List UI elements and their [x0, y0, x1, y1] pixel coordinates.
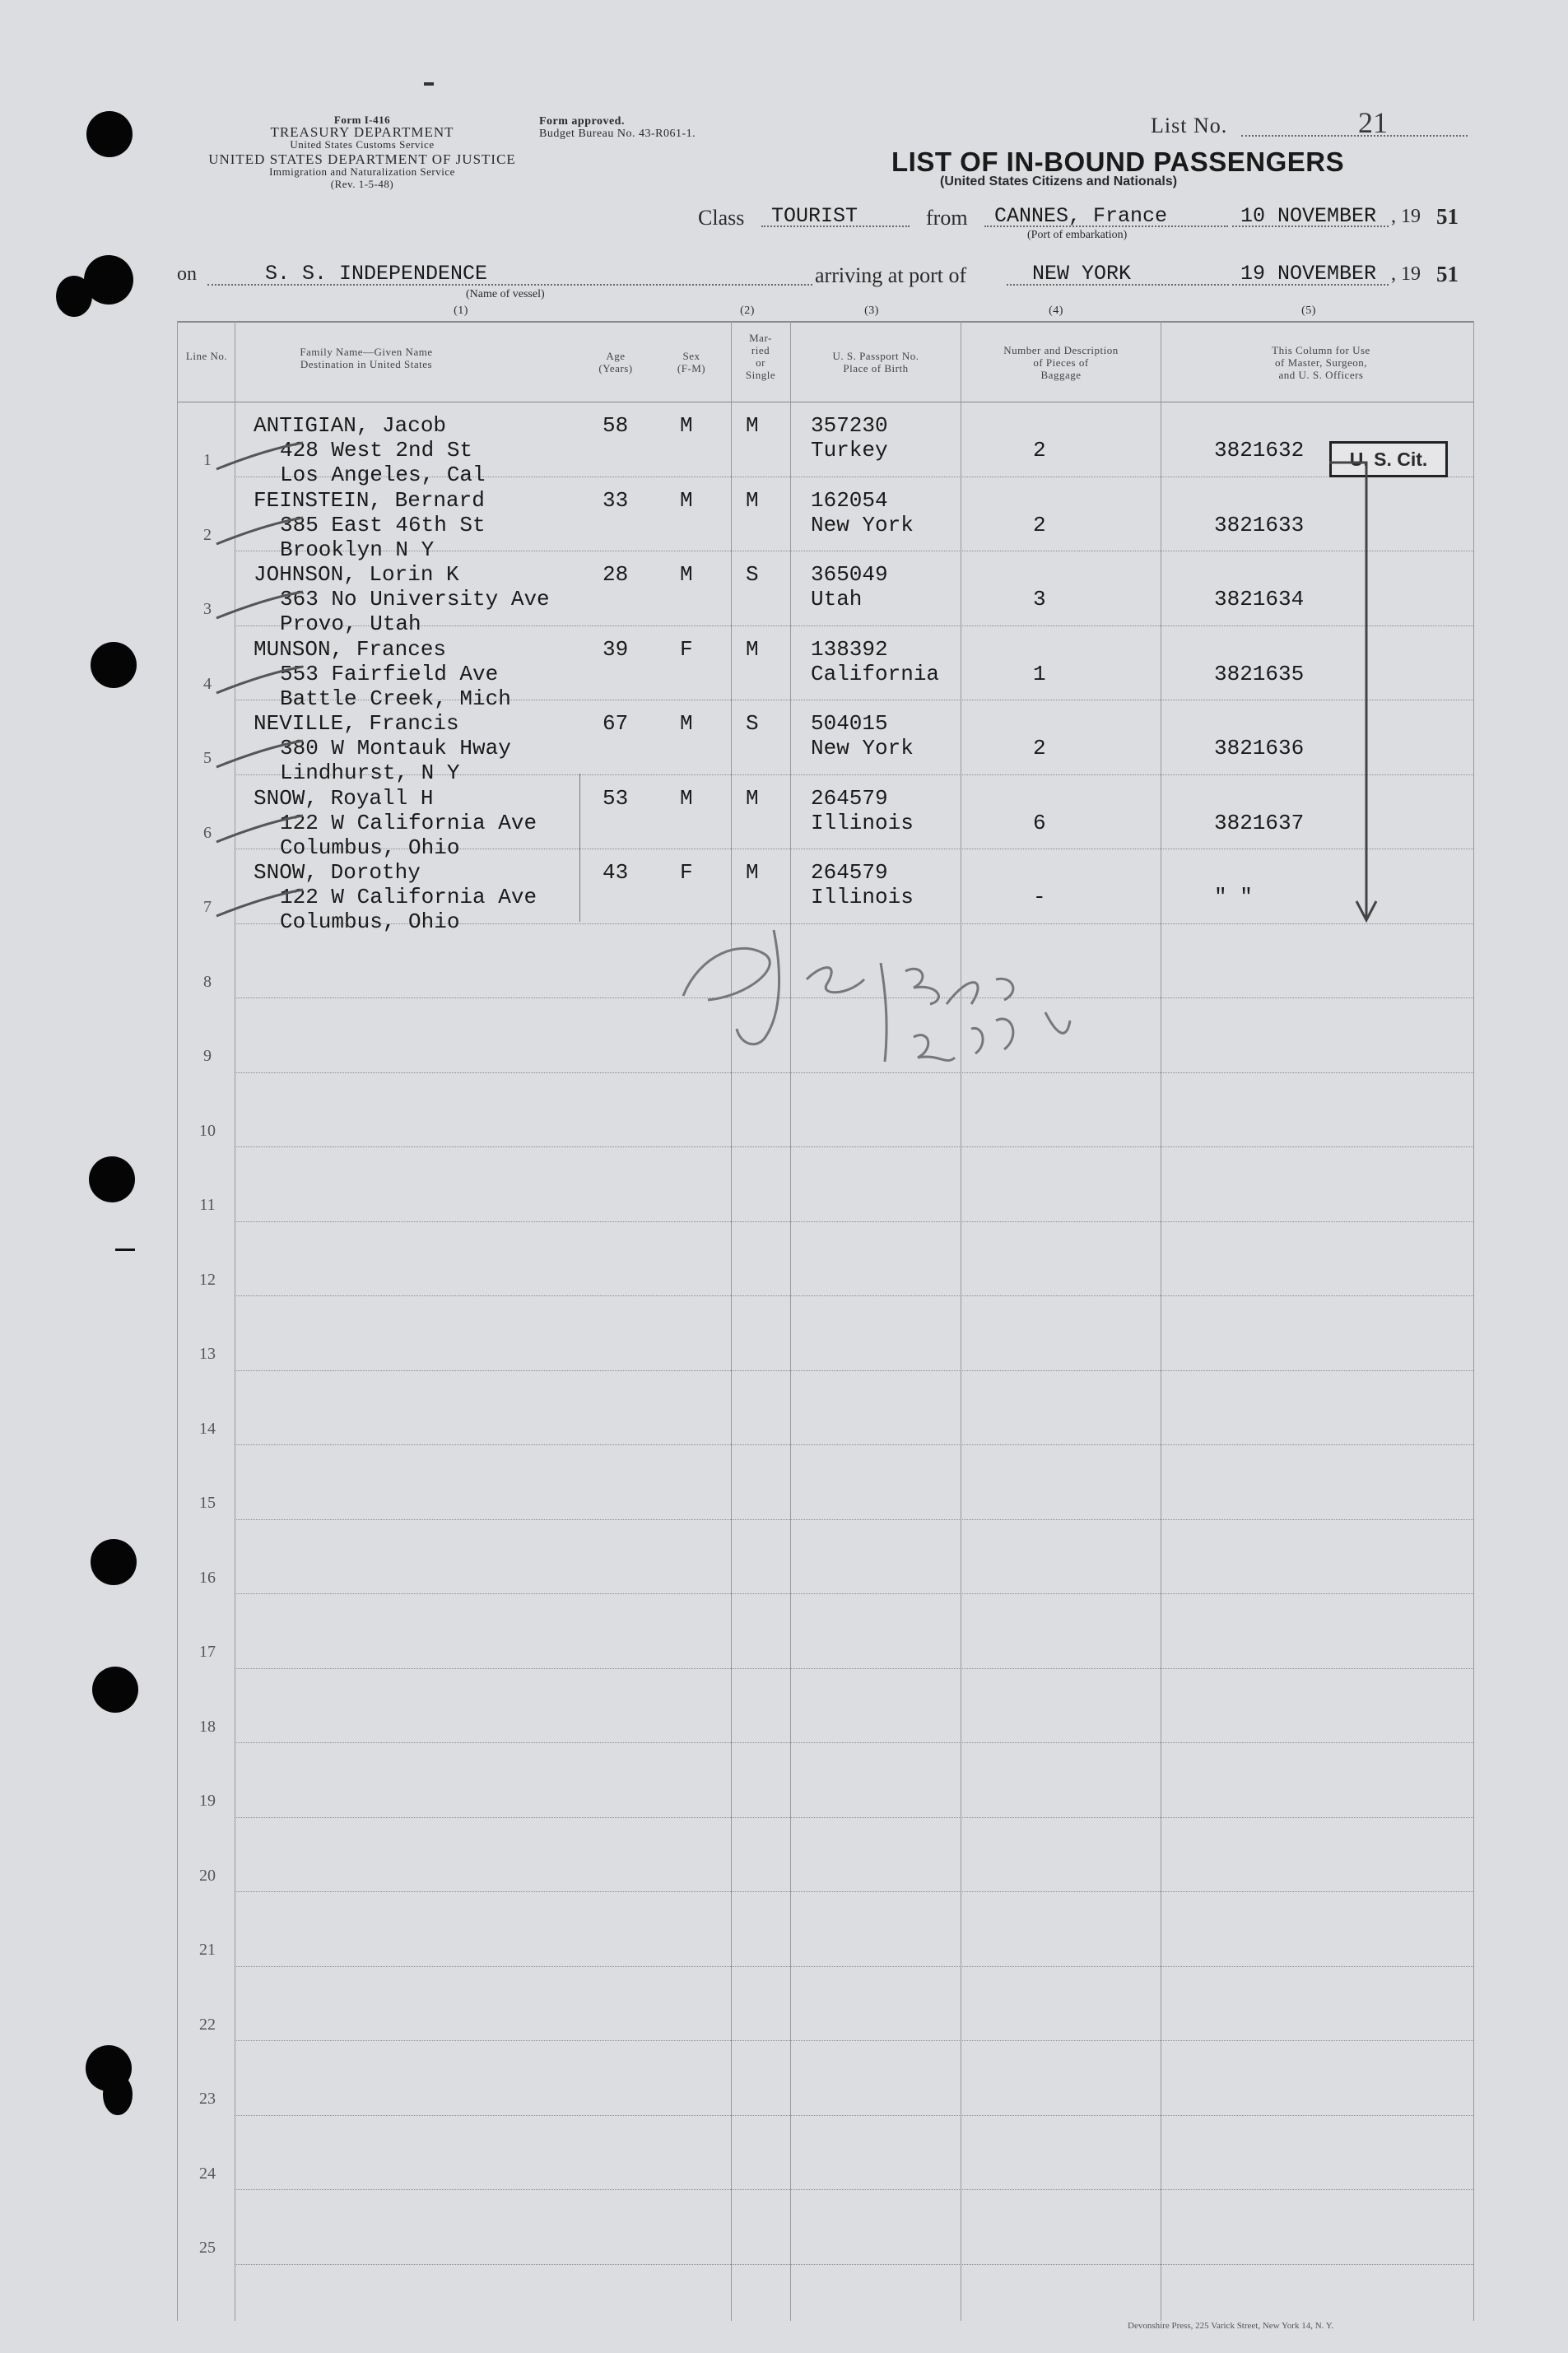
line-number: 23 [199, 2090, 216, 2108]
passenger-name: SNOW, Royall H [254, 785, 434, 811]
col-header-age: Age (Years) [598, 350, 633, 374]
row-divider [235, 1742, 1473, 1743]
passenger-name: FEINSTEIN, Bernard [254, 487, 485, 513]
year-value: 51 [1436, 204, 1459, 229]
arrival-year-prefix: , 19 [1391, 263, 1421, 285]
passenger-married: S [746, 711, 759, 736]
passenger-officer: 3821634 [1214, 587, 1305, 612]
passenger-sex: M [680, 711, 693, 736]
passenger-birth: Illinois [811, 810, 914, 835]
passenger-addr2: Battle Creek, Mich [280, 686, 511, 711]
passenger-name: ANTIGIAN, Jacob [254, 413, 447, 438]
passenger-addr1: 363 No University Ave [280, 587, 550, 612]
line-number: 4 [203, 674, 212, 693]
col-header-line: Line No. [185, 350, 228, 362]
row-divider [235, 1146, 1473, 1147]
passenger-birth: California [811, 661, 940, 686]
col-header-passport: U. S. Passport No. Place of Birth [832, 350, 919, 374]
passenger-passport: 365049 [811, 562, 888, 587]
passenger-addr2: Lindhurst, N Y [280, 760, 460, 785]
passenger-married: S [746, 562, 759, 587]
column-number: (1) [454, 305, 468, 317]
line-number: 11 [199, 1196, 216, 1214]
passenger-baggage: 2 [1033, 736, 1046, 760]
line-number: 21 [199, 1941, 216, 1959]
row-divider [235, 2115, 1473, 2116]
immigration-label: Immigration and Naturalization Service [269, 165, 455, 178]
line-number: 14 [199, 1419, 216, 1438]
row-divider [235, 1966, 1473, 1967]
line-number: 12 [199, 1270, 216, 1289]
row-divider [235, 1891, 1473, 1892]
passenger-officer: 3821633 [1214, 512, 1305, 537]
check-mark [212, 660, 311, 701]
passenger-passport: 357230 [811, 413, 888, 438]
passenger-passport: 138392 [811, 636, 888, 662]
column-divider [579, 774, 580, 922]
line-number: 16 [199, 1568, 216, 1587]
line-number: 25 [199, 2239, 216, 2257]
row-divider [235, 1444, 1473, 1445]
class-value: TOURIST [771, 204, 858, 228]
row-divider [235, 1668, 1473, 1669]
line-number: 9 [203, 1047, 212, 1065]
passenger-age: 53 [603, 785, 629, 811]
passenger-addr1: 428 West 2nd St [280, 438, 473, 463]
stamp-text: U. S. Cit. [1349, 449, 1428, 470]
passenger-officer: 3821632 [1214, 438, 1305, 463]
line-number: 19 [199, 1792, 216, 1810]
passenger-baggage: 3 [1033, 587, 1046, 612]
passenger-birth: Illinois [811, 885, 914, 909]
passenger-addr2: Columbus, Ohio [280, 835, 460, 860]
row-divider [235, 1295, 1473, 1296]
passenger-married: M [746, 636, 759, 662]
passenger-sex: F [680, 636, 693, 662]
passenger-age: 28 [603, 562, 629, 587]
check-mark [212, 809, 311, 850]
passenger-passport: 162054 [811, 487, 888, 513]
arrival-date: 19 NOVEMBER [1240, 262, 1377, 286]
punch-hole [91, 642, 137, 688]
check-mark [212, 511, 311, 552]
passenger-officer: 3821637 [1214, 810, 1305, 835]
check-mark [212, 585, 311, 626]
col-header-name: Family Name—Given Name Destination in United States [300, 346, 433, 370]
column-divider [731, 321, 732, 2321]
class-label: Class [698, 206, 745, 230]
punch-hole [91, 1539, 137, 1585]
line-number: 13 [199, 1345, 216, 1363]
line-number: 10 [199, 1121, 216, 1140]
column-divider [1473, 321, 1474, 2321]
list-no-label: List No. [1151, 114, 1228, 137]
check-mark [212, 883, 311, 924]
passenger-sex: F [680, 860, 693, 885]
arriving-label: arriving at port of [815, 263, 967, 287]
passenger-addr1: 122 W California Ave [280, 885, 537, 909]
row-divider [235, 1817, 1473, 1818]
passenger-sex: M [680, 785, 693, 811]
punch-hole [92, 1667, 138, 1713]
passenger-addr2: Brooklyn N Y [280, 537, 435, 562]
column-number: (4) [1049, 305, 1063, 317]
column-divider [790, 321, 791, 2321]
punch-hole [89, 1156, 135, 1202]
passenger-passport: 504015 [811, 711, 888, 736]
treasury-label: TREASURY DEPARTMENT [270, 124, 454, 140]
passenger-addr2: Los Angeles, Cal [280, 463, 486, 487]
arrival-year: 51 [1436, 262, 1459, 286]
vessel-note: (Name of vessel) [466, 288, 545, 300]
passenger-age: 58 [603, 413, 629, 438]
row-divider [235, 2040, 1473, 2041]
year-prefix: , 19 [1391, 206, 1421, 227]
row-divider [235, 1370, 1473, 1371]
row-divider [235, 1221, 1473, 1222]
column-divider [177, 321, 178, 2321]
passenger-sex: M [680, 562, 693, 587]
handwritten-signature [658, 905, 1169, 1070]
passenger-name: MUNSON, Frances [254, 636, 447, 662]
passenger-officer: 3821636 [1214, 736, 1305, 760]
on-label: on [177, 263, 197, 285]
from-label: from [926, 206, 968, 230]
row-divider [235, 2189, 1473, 2190]
revision-label: (Rev. 1-5-48) [330, 178, 394, 190]
punch-hole [103, 2074, 133, 2115]
line-number: 3 [203, 600, 212, 618]
line-number: 7 [203, 898, 212, 916]
top-mark [424, 82, 434, 86]
customs-label: United States Customs Service [290, 138, 435, 151]
column-number: (3) [864, 305, 879, 317]
punch-hole [86, 111, 133, 157]
passenger-addr1: 553 Fairfield Ave [280, 661, 499, 686]
line-number: 20 [199, 1866, 216, 1885]
vessel-name: S. S. INDEPENDENCE [265, 262, 488, 286]
passenger-birth: Utah [811, 587, 863, 612]
punch-hole [56, 276, 92, 317]
line-number: 24 [199, 2164, 216, 2183]
list-no-value: 21 [1358, 106, 1388, 139]
form-block [173, 114, 551, 190]
passenger-addr1: 385 East 46th St [280, 512, 486, 537]
column-number: (2) [740, 305, 755, 317]
passenger-birth: New York [811, 512, 914, 537]
passenger-baggage: - [1033, 885, 1046, 909]
from-value: CANNES, France [994, 204, 1168, 228]
embark-note: (Port of embarkation) [1027, 229, 1128, 241]
passenger-addr1: 122 W California Ave [280, 810, 537, 835]
line-number: 8 [203, 972, 212, 991]
form-number: Form I-416 [333, 114, 391, 126]
passenger-addr2: Provo, Utah [280, 612, 421, 636]
line-number: 18 [199, 1717, 216, 1736]
passenger-baggage: 2 [1033, 438, 1046, 463]
passenger-sex: M [680, 487, 693, 513]
check-mark [212, 734, 311, 775]
passenger-name: JOHNSON, Lorin K [254, 562, 459, 587]
line-number: 6 [203, 823, 212, 842]
row-divider [235, 2264, 1473, 2265]
passenger-age: 33 [603, 487, 629, 513]
passenger-passport: 264579 [811, 860, 888, 885]
passenger-name: SNOW, Dorothy [254, 860, 421, 885]
budget-bureau: Budget Bureau No. 43-R061-1. [539, 128, 696, 140]
line-number: 5 [203, 749, 212, 767]
justice-label: UNITED STATES DEPARTMENT OF JUSTICE [208, 151, 516, 167]
bracket-arrow [1309, 453, 1383, 930]
passenger-baggage: 2 [1033, 512, 1046, 537]
line-number: 22 [199, 2015, 216, 2034]
line-number: 17 [199, 1643, 216, 1661]
passenger-age: 39 [603, 636, 629, 662]
printer-credit: Devonshire Press, 225 Varick Street, New York 14, N. Y. [1128, 2321, 1334, 2331]
margin-mark [115, 1249, 135, 1251]
arrival-port: NEW YORK [1032, 262, 1132, 286]
line-number: 15 [199, 1494, 216, 1512]
line-number: 2 [203, 525, 212, 544]
passenger-birth: Turkey [811, 438, 888, 463]
row-divider [235, 1519, 1473, 1520]
approval-block [539, 115, 786, 140]
check-mark [212, 436, 311, 477]
passenger-married: M [746, 785, 759, 811]
col-header-married: Mar- ried or Single [745, 332, 776, 381]
form-approved: Form approved. [539, 115, 625, 128]
embark-date: 10 NOVEMBER [1240, 204, 1377, 228]
passenger-baggage: 6 [1033, 810, 1046, 835]
passenger-age: 43 [603, 860, 629, 885]
page-title: LIST OF IN-BOUND PASSENGERS [891, 146, 1345, 177]
passenger-officer: " " [1214, 885, 1253, 909]
table-top-border [177, 321, 1473, 323]
passenger-name: NEVILLE, Francis [254, 711, 459, 736]
passenger-addr1: 380 W Montauk Hway [280, 736, 511, 760]
passenger-age: 67 [603, 711, 629, 736]
row-divider [235, 1072, 1473, 1073]
passenger-passport: 264579 [811, 785, 888, 811]
passenger-married: M [746, 860, 759, 885]
passenger-officer: 3821635 [1214, 661, 1305, 686]
list-no-field [1241, 130, 1468, 137]
passenger-married: M [746, 413, 759, 438]
passenger-baggage: 1 [1033, 661, 1046, 686]
col-header-sex: Sex (F-M) [677, 350, 706, 374]
passenger-sex: M [680, 413, 693, 438]
passenger-addr2: Columbus, Ohio [280, 909, 460, 934]
col-header-baggage: Number and Description of Pieces of Baggage [1003, 344, 1119, 381]
passenger-married: M [746, 487, 759, 513]
col-header-officers: This Column for Use of Master, Surgeon, and U. S. Officers [1272, 344, 1370, 381]
line-number: 1 [203, 451, 212, 469]
page-subtitle: (United States Citizens and Nationals) [940, 174, 1178, 188]
passenger-birth: New York [811, 736, 914, 760]
row-divider [235, 1593, 1473, 1594]
column-number: (5) [1301, 305, 1316, 317]
